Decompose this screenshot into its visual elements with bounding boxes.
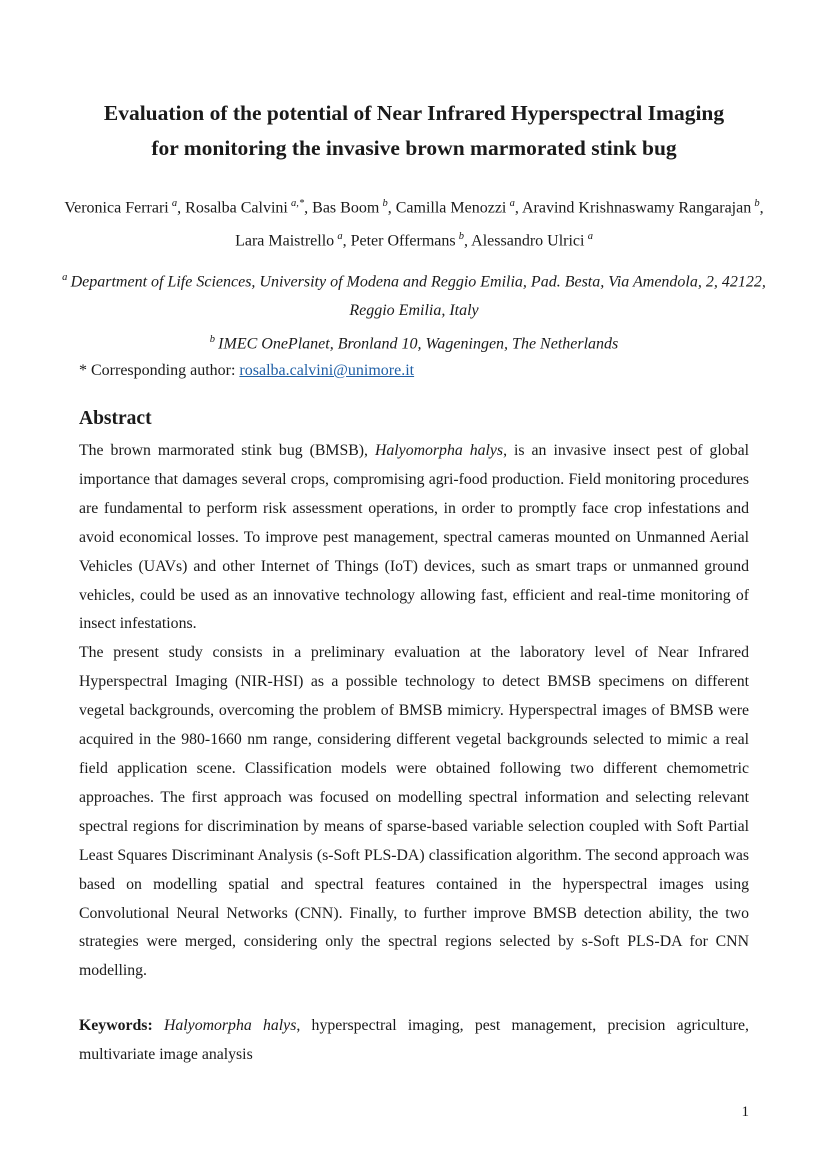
corresponding-author-label: * Corresponding author: xyxy=(79,362,236,379)
author-affiliation-mark: b xyxy=(754,198,760,209)
abstract-paragraph-2: The present study consists in a preliminary evaluation at the laboratory level of Near Infrared Hyperspectral Imaging (NIR-HSI) as a possible technology to detect BMSB specimens on different vegetal backgrounds, overcoming the problem of BMSB mimicry. Hyperspectral images of BMSB were acquired in the 980-1660 nm range, considering different vegetal backgrounds selected to mimic a real field application scene. Classification models were obtained following two different chemometric approaches. The first approach was focused on modelling spectral information and selecting relevant spectral regions for discrimination by means of sparse-based variable selection coupled with Soft Partial Least Squares Discriminant Analysis (s-Soft PLS-DA) classification algorithm. The second approach was based on modelling spatial and spectral features contained in the hyperspectral images using Convolutional Neural Networks (CNN). Finally, to further improve BMSB detection ability, the two strategies were merged, considering only the spectral regions selected by s-Soft PLS-DA for CNN modelling. xyxy=(79,644,749,980)
corresponding-email-link[interactable]: rosalba.calvini@unimore.it xyxy=(239,362,415,379)
author-name: Rosalba Calvini xyxy=(185,199,288,217)
author-affiliation-mark: a xyxy=(171,198,178,209)
title-line-2: for monitoring the invasive brown marmorated stink bug xyxy=(151,136,677,160)
abstract-body xyxy=(79,437,749,986)
author-affiliation-mark: b xyxy=(382,198,388,209)
affiliation-b xyxy=(60,325,768,358)
page-number: 1 xyxy=(741,1104,749,1120)
author-name: Peter Offermans xyxy=(350,232,456,250)
affiliation-a xyxy=(60,263,768,325)
affiliation-label: a xyxy=(62,272,68,283)
author-name: Aravind Krishnaswamy Rangarajan xyxy=(521,199,752,217)
paper-title xyxy=(60,96,768,166)
author-name: Bas Boom xyxy=(312,199,380,217)
author-name: Alessandro Ulrici xyxy=(471,232,585,250)
keywords xyxy=(79,1012,749,1070)
abstract-text: , is an invasive insect pest of global importance that damages several crops, compromising agri-food production. Field monitoring procedures are fundamental to perform risk assessment operations, in order to promptly face crop infestations and avoid economical losses. To improve pest management, spectral cameras mounted on Unmanned Aerial Vehicles (UAVs) and other Internet of Things (IoT) devices, such as smart traps or unmanned ground vehicles, could be used as an innovative technology allowing fast, efficient and real-time monitoring of insect infestations. xyxy=(79,442,749,633)
keywords-list: , hyperspectral imaging, pest management, precision agriculture, multivariate image analysis xyxy=(79,1017,749,1063)
keyword-species: Halyomorpha halys xyxy=(163,1017,297,1034)
author-affiliation-mark: a,* xyxy=(291,198,305,209)
abstract-text: The brown marmorated stink bug (BMSB), xyxy=(79,442,375,459)
author-affiliation-mark: b xyxy=(458,231,465,243)
species-name: Halyomorpha halys xyxy=(374,442,504,459)
abstract-heading: Abstract xyxy=(79,408,152,429)
abstract-paragraph-1 xyxy=(79,437,749,639)
author-affiliation-mark: a xyxy=(337,231,343,243)
affiliation-label: b xyxy=(209,334,215,346)
author-affiliation-mark: a xyxy=(587,231,593,243)
author-name: Veronica Ferrari xyxy=(64,199,169,217)
author-name: Camilla Menozzi xyxy=(395,199,507,217)
affiliations xyxy=(60,263,768,359)
corresponding-author xyxy=(79,359,414,383)
author-list: Veronica Ferrari $^a$, Rosalba Calvini $^{a,*}$, Bas Boom $^b$, Camilla Menozzi $^a$, Aravind Krishnaswamy Rangarajan $^b$, Lara Maistrello $^a$, Peter Offermans $^b$, Alessandro Ulrici $^a$ xyxy=(64,198,764,250)
affiliation-text: IMEC OnePlanet, Bronland 10, Wageningen, The Netherlands xyxy=(218,335,619,353)
affiliation-text: Department of Life Sciences, University of Modena and Reggio Emilia, Pad. Besta, Via Amendola, 2, 42122, Reggio Emilia, Italy xyxy=(70,273,766,320)
title-line-1: Evaluation of the potential of Near Infrared Hyperspectral Imaging xyxy=(103,101,725,125)
keywords-label: Keywords: xyxy=(79,1017,153,1034)
author-name: Lara Maistrello xyxy=(235,232,335,250)
author-affiliation-mark: a xyxy=(509,198,515,209)
